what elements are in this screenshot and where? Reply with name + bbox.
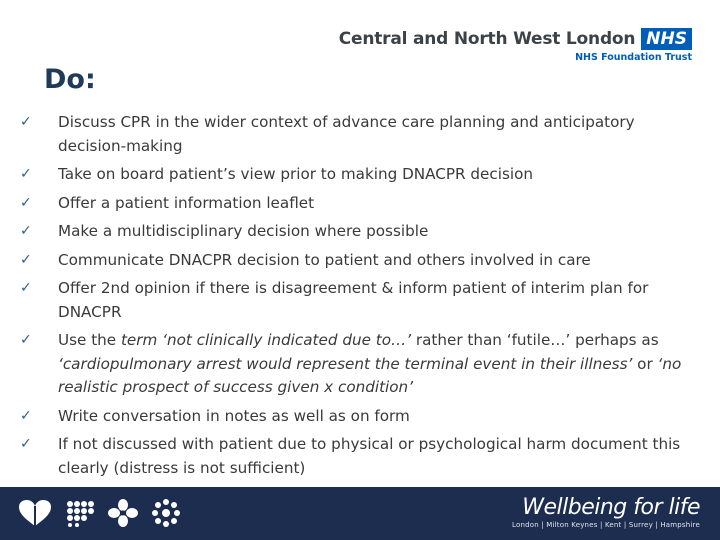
bullet-text: Offer 2nd opinion if there is disagreement & inform patient of interim plan for DNACPR bbox=[58, 279, 649, 321]
text-run: Use the bbox=[58, 331, 121, 349]
check-icon: ✓ bbox=[20, 407, 32, 424]
check-icon: ✓ bbox=[20, 436, 32, 452]
bullet-text: Write conversation in notes as well as on form bbox=[58, 406, 410, 425]
org-row bbox=[339, 28, 692, 50]
nhs-logo: NHS bbox=[641, 28, 692, 50]
bullet-text: If not discussed with patient due to physical or psychological harm document this clearly (distress is not sufficient) bbox=[58, 435, 681, 477]
bullet-text: Discuss CPR in the wider context of advance care planning and anticipatory decision-making bbox=[58, 113, 635, 155]
check-icon: ✓ bbox=[20, 166, 32, 182]
list-item bbox=[20, 163, 692, 187]
heart-icon bbox=[18, 499, 52, 527]
list-item bbox=[20, 220, 692, 244]
list-item bbox=[20, 405, 692, 429]
quoted-phrase: ‘cardiopulmonary arrest would represent the terminal event in their illness’ bbox=[58, 354, 633, 373]
list-item bbox=[20, 192, 692, 216]
list-item bbox=[20, 277, 692, 324]
check-icon: ✓ bbox=[20, 280, 32, 296]
list-item bbox=[20, 329, 692, 400]
quoted-term: term ‘not clinically indicated due to…’ bbox=[120, 331, 412, 349]
list-item bbox=[20, 433, 692, 480]
list-item bbox=[20, 111, 692, 158]
bullet-text: Take on board patient’s view prior to making DNACPR decision bbox=[58, 165, 534, 183]
check-icon: ✓ bbox=[20, 251, 32, 268]
clover-icon bbox=[108, 499, 138, 527]
org-subtitle: NHS Foundation Trust bbox=[575, 52, 692, 63]
check-icon: ✓ bbox=[20, 332, 32, 348]
quoted-phrase: ‘no realistic prospect of success given x condition’ bbox=[58, 354, 682, 396]
list-item bbox=[20, 249, 692, 273]
text-run: rather than ‘futile…’ perhaps as bbox=[411, 331, 659, 349]
bullet-text: Make a multidisciplinary decision where possible bbox=[58, 222, 429, 240]
flower-icon bbox=[151, 499, 181, 527]
text-run: or bbox=[632, 354, 658, 373]
locations: London | Milton Keynes | Kent | Surrey | Hampshire bbox=[511, 521, 700, 529]
tagline: Wellbeing for life bbox=[522, 495, 700, 520]
check-icon: ✓ bbox=[20, 114, 32, 130]
bullet-text-mixed bbox=[58, 329, 692, 400]
check-icon: ✓ bbox=[20, 194, 32, 211]
bullet-text: Communicate DNACPR decision to patient and others involved in care bbox=[58, 250, 591, 269]
footer-icons bbox=[18, 499, 181, 527]
org-header bbox=[339, 28, 692, 63]
check-icon: ✓ bbox=[20, 223, 32, 239]
org-name: Central and North West London bbox=[338, 29, 636, 49]
footer-bar bbox=[0, 487, 720, 540]
slide-title: Do: bbox=[44, 64, 96, 95]
wellbeing-brand bbox=[512, 495, 700, 529]
bullet-text: Offer a patient information leaflet bbox=[58, 193, 315, 212]
dots-grid-icon bbox=[65, 499, 95, 527]
bullet-list bbox=[20, 111, 692, 485]
